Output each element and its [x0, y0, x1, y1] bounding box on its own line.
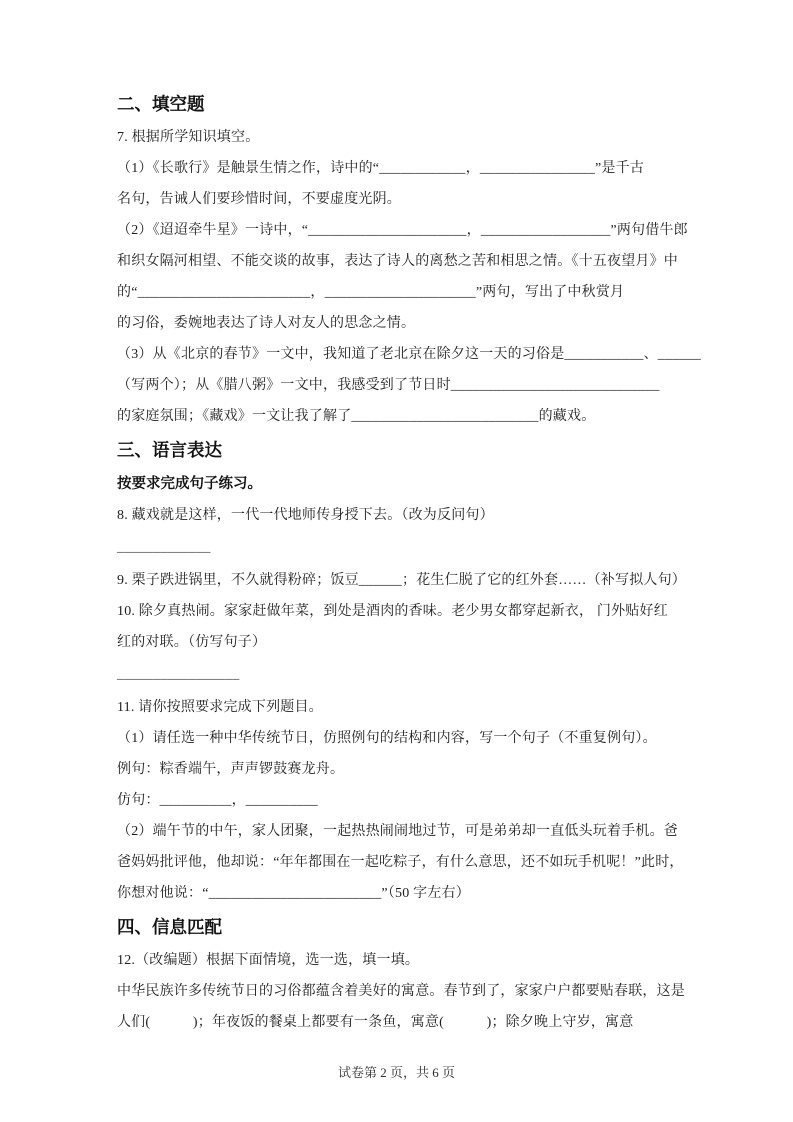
- question-8-text: 8. 藏戏就是这样，一代一代地师传身授下去。（改为反问句）: [117, 508, 494, 523]
- question-7-part3-line2: （写两个）；从《腊八粥》一文中，我感受到了节日时_____________________________: [117, 378, 660, 393]
- question-12-intro: 12.（改编题）根据下面情境，选一选，填一填。: [117, 953, 420, 968]
- question-7-part2-line3: 的“________________________，_____________________”两句，写出了中秋赏月: [117, 285, 625, 300]
- question-10-line1: 10. 除夕真热闹。家家赶做年菜，到处是酒肉的香味。老少男女都穿起新衣， 门外贴好红: [117, 604, 668, 619]
- question-7-part3-line1: （3）从《北京的春节》一文中，我知道了老北京在除夕这一天的习俗是___________、______: [117, 347, 701, 362]
- question-8-answer-blank: _____________: [117, 540, 211, 555]
- section-2-heading: 二、填空题: [117, 94, 205, 114]
- question-7-part2-line4: 的习俗，委婉地表达了诗人对友人的思念之情。: [117, 316, 416, 331]
- question-7-intro: 7. 根据所学知识填空。: [117, 130, 260, 145]
- section-4-heading: 四、信息匹配: [117, 917, 222, 937]
- question-7-part2-line2: 和织女隔河相望、不能交谈的故事，表达了诗人的离愁之苦和相思之情。《十五夜望月》中: [117, 254, 678, 269]
- question-11-part2-line1: （2）端午节的中午，家人团聚，一起热热闹闹地过节，可是弟弟却一直低头玩着手机。爸: [117, 824, 678, 839]
- question-9-text: 9. 栗子跌进锅里，不久就得粉碎；饭豆______；花生仁脱了它的红外套……（补写拟人句）: [117, 573, 686, 588]
- question-11-part2-line2: 爸妈妈批评他，他却说：“年年都围在一起吃粽子，有什么意思，还不如玩手机呢！”此时，: [117, 855, 684, 870]
- question-12-line1: 中华民族许多传统节日的习俗都蕴含着美好的寓意。春节到了，家家户户都要贴春联，这是: [117, 984, 685, 999]
- question-11-example-sentence: 例句：粽香端午，声声锣鼓赛龙舟。: [117, 762, 345, 777]
- question-10-line2: 红的对联。（仿写句子）: [117, 635, 267, 650]
- question-11-intro: 11. 请你按照要求完成下列题目。: [117, 700, 323, 715]
- page-number-footer: 试卷第 2 页，共 6 页: [337, 1065, 455, 1080]
- question-7-part1-line2: 名句，告诫人们要珍惜时间，不要虚度光阴。: [117, 192, 401, 207]
- question-7-part3-line3: 的家庭氛围；《藏戏》一文让我了解了__________________________的藏戏。: [117, 409, 596, 424]
- question-12-line2: 人们( )；年夜饭的餐桌上都要有一条鱼，寓意( )；除夕晚上守岁，寓意: [117, 1015, 634, 1030]
- question-7-part1-line1: （1）《长歌行》是触景生情之作，诗中的“____________，________________”是千古: [117, 161, 645, 176]
- question-7-part2-line1: （2）《迢迢牵牛星》一诗中，“______________________，__________________”两句借牛郎: [117, 223, 688, 238]
- question-11-part1: （1）请任选一种中华传统节日，仿照例句的结构和内容，写一个句子（不重复例句）。: [117, 731, 657, 746]
- exam-content: [117, 86, 701, 1038]
- question-11-imitation-blank: 仿句：__________，__________: [117, 793, 318, 808]
- section-3-heading: 三、语言表达: [117, 440, 222, 460]
- question-10-answer-blank: _________________: [117, 667, 240, 682]
- question-11-part2-line3: 你想对他说：“________________________”（50 字左右）: [117, 886, 470, 901]
- section-3-subheading: 按要求完成句子练习。: [117, 476, 262, 492]
